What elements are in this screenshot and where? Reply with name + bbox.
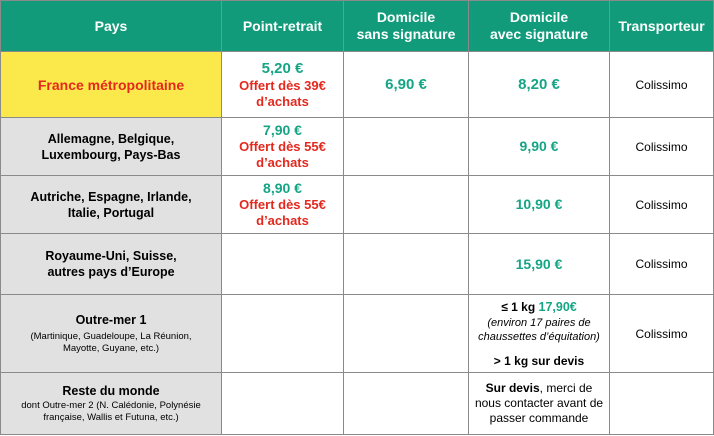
header-home-no-signature-line2: sans signature <box>356 26 456 42</box>
country-cell: France métropolitaine <box>1 52 222 118</box>
header-row <box>1 1 714 52</box>
pickup-price: 8,90 € <box>263 180 302 196</box>
carrier-cell: Colissimo <box>610 52 714 118</box>
country-line2: autres pays d’Europe <box>47 265 175 279</box>
home-signature-cell <box>469 234 610 295</box>
home-no-signature-price: 6,90 € <box>385 75 427 93</box>
pickup-cell <box>222 234 344 295</box>
pickup-offer-line1: Offert dès 55€ <box>239 139 326 154</box>
over-weight-quote: > 1 kg sur devis <box>493 353 585 368</box>
carrier-cell: Colissimo <box>610 118 714 176</box>
header-home-no-signature <box>344 1 469 52</box>
header-home-signature-line1: Domicile <box>509 9 569 25</box>
pickup-offer-line1: Offert dès 39€ <box>239 77 326 93</box>
home-no-signature-cell <box>344 118 469 176</box>
country-line2: Luxembourg, Pays-Bas <box>41 147 181 162</box>
header-country: Pays <box>1 1 222 52</box>
pickup-offer-line2: d’achats <box>256 155 309 170</box>
country-note-line2: Mayotte, Guyane, etc.) <box>62 343 160 354</box>
country-cell <box>1 176 222 234</box>
header-carrier: Transporteur <box>610 1 714 52</box>
country-cell <box>1 295 222 373</box>
country-note <box>5 331 217 355</box>
quote-rest-line1: , merci de <box>539 381 593 395</box>
home-signature-cell <box>469 373 610 435</box>
home-no-signature-cell <box>344 52 469 118</box>
table-row <box>1 373 714 435</box>
country-cell <box>1 234 222 295</box>
home-no-signature-cell <box>344 234 469 295</box>
carrier-cell: Colissimo <box>610 234 714 295</box>
country-line1: Royaume-Uni, Suisse, <box>45 249 177 263</box>
table-row <box>1 234 714 295</box>
pickup-cell <box>222 118 344 176</box>
weight-tier <box>501 300 577 314</box>
country-note-line2: française, Wallis et Futuna, etc.) <box>43 412 179 423</box>
home-no-signature-cell <box>344 176 469 234</box>
table-row <box>1 118 714 176</box>
country-line1: Allemagne, Belgique, <box>47 131 175 146</box>
header-pickup: Point-retrait <box>222 1 344 52</box>
country-cell <box>1 118 222 176</box>
country-note-line1: (Martinique, Guadeloupe, La Réunion, <box>30 331 192 342</box>
pickup-cell <box>222 295 344 373</box>
country-title: Reste du monde <box>62 384 160 398</box>
home-signature-cell <box>469 52 610 118</box>
home-signature-cell <box>469 118 610 176</box>
carrier-cell: Colissimo <box>610 295 714 373</box>
home-signature-price: 15,90 € <box>515 255 563 272</box>
pickup-cell <box>222 52 344 118</box>
home-signature-price: 10,90 € <box>515 196 563 212</box>
pickup-price: 7,90 € <box>263 122 302 138</box>
weight-note-line1: (environ 17 paires de <box>487 316 591 329</box>
pickup-offer-line2: d’achats <box>256 93 309 109</box>
quote-rest-line3: passer commande <box>489 411 589 425</box>
header-home-no-signature-line1: Domicile <box>376 9 436 25</box>
home-signature-cell <box>469 295 610 373</box>
table-row <box>1 52 714 118</box>
pickup-cell <box>222 176 344 234</box>
weight-limit: ≤ 1 kg <box>501 299 536 314</box>
pickup-cell <box>222 373 344 435</box>
quote-bold: Sur devis <box>485 381 540 395</box>
table-row <box>1 295 714 373</box>
home-no-signature-cell <box>344 295 469 373</box>
table-row <box>1 176 714 234</box>
pickup-offer-line1: Offert dès 55€ <box>239 197 326 212</box>
country-line1: Autriche, Espagne, Irlande, <box>30 189 192 204</box>
carrier-cell <box>610 373 714 435</box>
quote-rest-line2: nous contacter avant de <box>474 396 604 410</box>
weight-note-line2: chaussettes d’équitation) <box>478 330 600 343</box>
carrier-cell: Colissimo <box>610 176 714 234</box>
home-signature-price: 8,20 € <box>518 75 560 93</box>
home-signature-cell <box>469 176 610 234</box>
country-note-line1: dont Outre-mer 2 (N. Calédonie, Polynésie <box>21 400 201 411</box>
weight-tier-price: 17,90€ <box>538 299 577 314</box>
country-title: Outre-mer 1 <box>75 313 147 327</box>
header-home-signature-line2: avec signature <box>489 26 589 42</box>
home-no-signature-cell <box>344 373 469 435</box>
country-line2: Italie, Portugal <box>67 205 155 220</box>
home-signature-price: 9,90 € <box>519 138 559 154</box>
country-cell <box>1 373 222 435</box>
country-note <box>5 400 217 424</box>
pickup-price: 5,20 € <box>261 59 304 77</box>
quote-text <box>473 381 605 396</box>
pickup-offer-line2: d’achats <box>256 213 309 228</box>
header-home-signature <box>469 1 610 52</box>
